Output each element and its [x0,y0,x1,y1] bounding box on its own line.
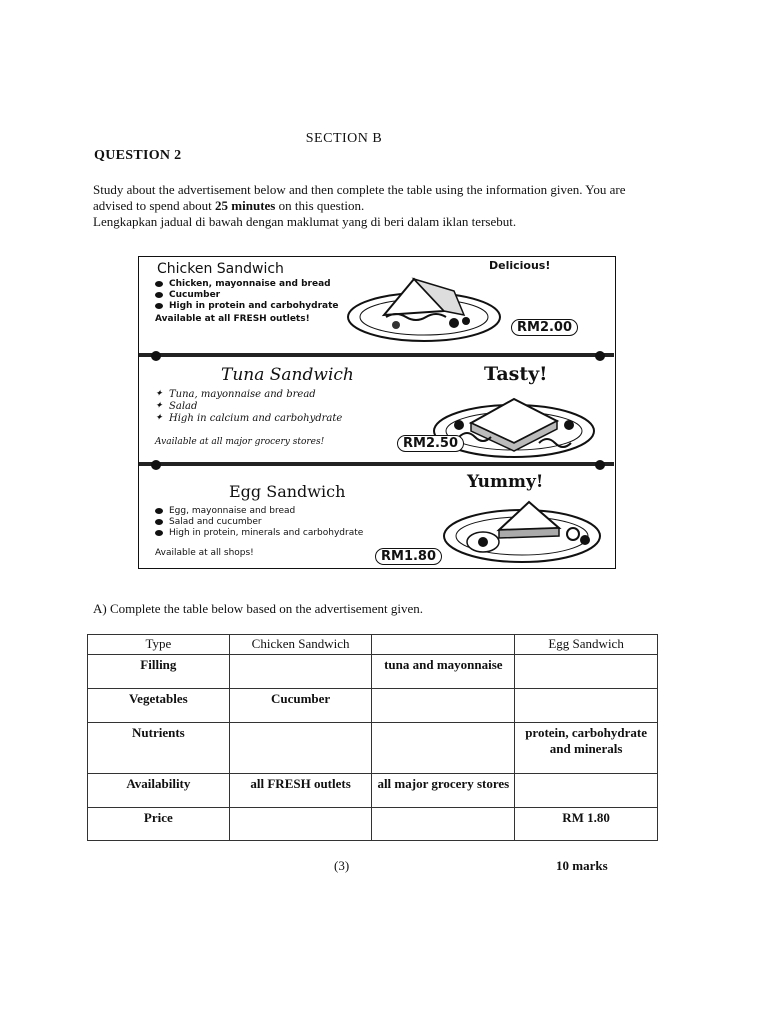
cell-value: protein, carbohydrate and minerals [515,723,658,774]
instructions-line1-pre: Study about the advertisement below and then complete the table using the information given. You are advised to spend about [93,182,626,213]
cell-input[interactable] [229,808,372,841]
ad-slogan-tuna: Tasty! [484,363,548,385]
instructions-time: 25 minutes [215,198,276,213]
header-egg: Egg Sandwich [515,635,658,655]
ad-price-tuna: RM2.50 [397,435,464,452]
instructions-line1-post: on this question. [275,198,365,213]
header-type: Type [88,635,230,655]
section-title: SECTION B [305,131,383,146]
cell-input[interactable] [229,655,372,689]
cell-value: all FRESH outlets [229,774,372,808]
marks-total: 10 marks [556,858,608,873]
list-item: ✦ High in calcium and carbohydrate [155,413,342,425]
row-label-nutrients: Nutrients [88,723,230,774]
ad-list-egg [155,506,363,539]
list-item: High in protein, minerals and carbohydrate [155,528,363,539]
row-label-vegetables: Vegetables [88,689,230,723]
cell-input[interactable] [515,655,658,689]
header-chicken: Chicken Sandwich [229,635,372,655]
cell-value: Cucumber [229,689,372,723]
question-title: QUESTION 2 [94,148,182,163]
cell-input[interactable] [229,723,372,774]
ad-slogan-chicken: Delicious! [489,259,551,272]
ad-price-chicken: RM2.00 [511,319,578,336]
ad-panel-tuna [139,353,614,461]
sandwich-plate-icon [344,271,504,343]
advertisement [138,256,616,569]
pin-icon [151,460,161,470]
list-item: ✦ Tuna, mayonnaise and bread [155,389,342,401]
ad-list-chicken [155,279,338,312]
sandwich-plate-icon [439,490,605,566]
ad-panel-chicken [139,257,614,349]
row-label-price: Price [88,808,230,841]
list-item: Egg, mayonnaise and bread [155,506,363,517]
cell-value: all major grocery stores [372,774,515,808]
ad-availability-tuna: Available at all major grocery stores! [155,437,325,447]
ad-availability-egg: Available at all shops! [155,548,254,558]
table-row [88,808,658,841]
table-row [88,655,658,689]
table-row [88,774,658,808]
ad-title-tuna: Tuna Sandwich [221,365,354,385]
pin-icon [151,351,161,361]
list-item: High in protein and carbohydrate [155,301,338,312]
pin-icon [595,351,605,361]
table-row [88,689,658,723]
pin-icon [595,460,605,470]
cell-input[interactable] [372,723,515,774]
cell-value: RM 1.80 [515,808,658,841]
table-row [88,723,658,774]
table-header-row [88,635,658,655]
ad-title-egg: Egg Sandwich [229,482,346,501]
list-item: Salad and cucumber [155,517,363,528]
row-label-filling: Filling [88,655,230,689]
ad-title-chicken: Chicken Sandwich [157,261,284,277]
cell-input[interactable] [515,774,658,808]
instructions-malay: Lengkapkan jadual di bawah dengan maklumat yang di beri dalam iklan tersebut. [93,214,517,229]
ad-price-egg: RM1.80 [375,548,442,565]
task-prompt: A) Complete the table below based on the advertisement given. [93,601,423,616]
cell-input[interactable] [515,689,658,723]
header-blank [372,635,515,655]
answer-table [87,634,658,841]
list-item: ✦ Salad [155,401,342,413]
list-item: Cucumber [155,290,338,301]
cell-input[interactable] [372,808,515,841]
cell-value: tuna and mayonnaise [372,655,515,689]
ad-panel-egg [139,462,614,569]
ad-list-tuna [155,389,342,425]
instructions [93,182,653,230]
ad-slogan-egg: Yummy! [467,472,544,492]
list-item: Chicken, mayonnaise and bread [155,279,338,290]
marks-count: (3) [334,858,350,873]
ad-availability-chicken: Available at all FRESH outlets! [155,314,310,324]
cell-input[interactable] [372,689,515,723]
row-label-availability: Availability [88,774,230,808]
